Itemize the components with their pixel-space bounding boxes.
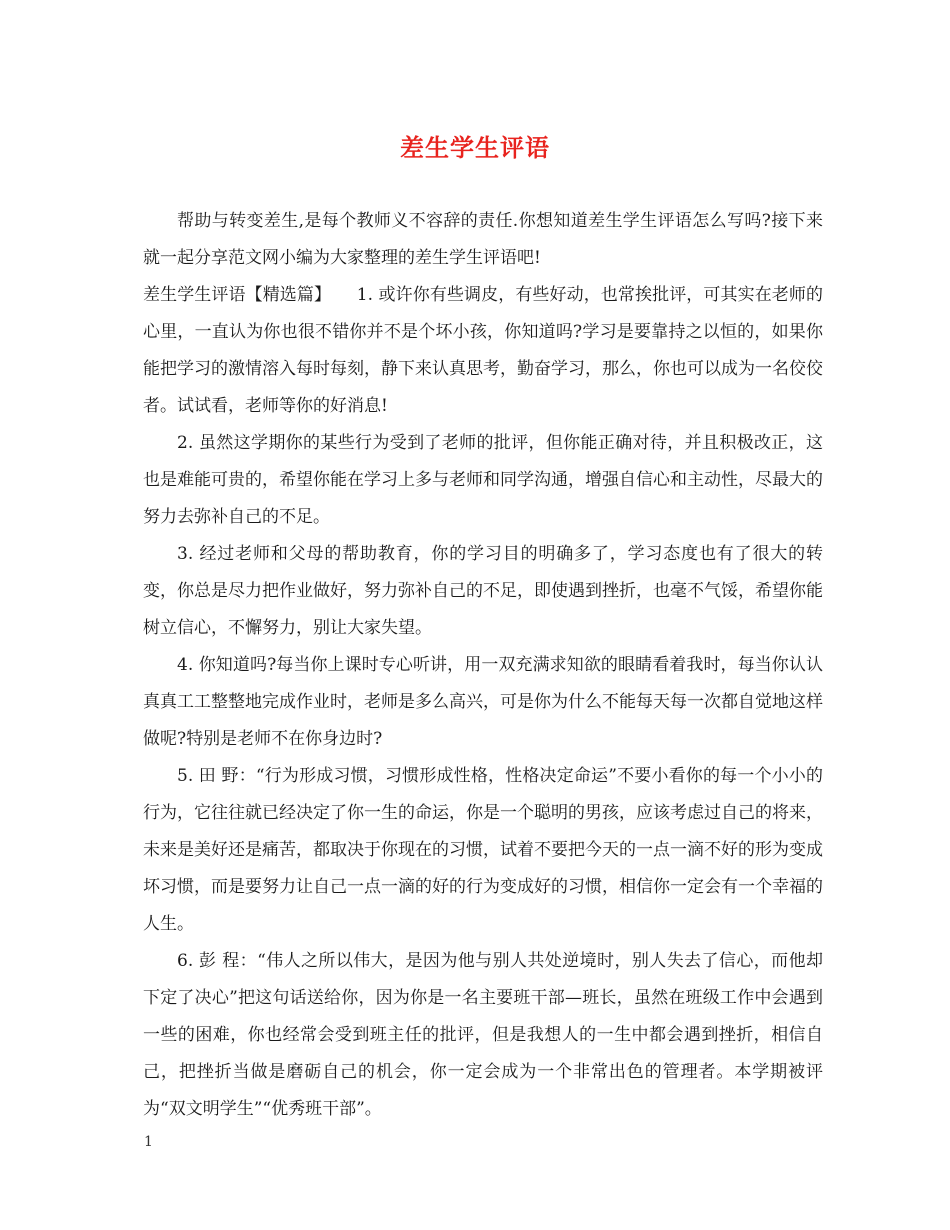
item-5-paragraph: 5. 田 野：“行为形成习惯，习惯形成性格，性格决定命运”不要小看你的每一个小小的行为，它往往就已经决定了你一生的命运，你是一个聪明的男孩，应该考虑过自己的将来，未来是美好还是痛苦，都取决于你现在的习惯，试着不要把今天的一点一滴不好的形为变成坏习惯，而是要努力让自己一点一滴的好的行为变成好的习惯，相信你一定会有一个幸福的人生。: [143, 766, 823, 934]
item-6-paragraph: 6. 彭 程：“伟人之所以伟大，是因为他与别人共处逆境时，别人失去了信心，而他却下定了决心”把这句话送给你，因为你是一名主要班干部—班长，虽然在班级工作中会遇到一些的困难，你也经常会受到班主任的批评，但是我想人的一生中都会遇到挫折，相信自己，把挫折当做是磨砺自己的机会，你一定会成为一个非常出色的管理者。本学期被评为“双文明学生”“优秀班干部”。: [143, 951, 823, 1119]
item-3-paragraph: 3. 经过老师和父母的帮助教育，你的学习目的明确多了，学习态度也有了很大的转变，你总是尽力把作业做好，努力弥补自己的不足，即使遇到挫折，也毫不气馁，希望你能树立信心，不懈努力，别让大家失望。: [143, 544, 823, 638]
item-4-paragraph: 4. 你知道吗?每当你上课时专心听讲，用一双充满求知欲的眼睛看着我时，每当你认认真真工工整整地完成作业时，老师是多么高兴，可是你为什么不能每天每一次都自觉地这样做呢?特别是老师不在你身边时?: [143, 655, 823, 749]
item-1-paragraph: [143, 277, 823, 425]
section-label: 差生学生评语【精选篇】: [143, 285, 323, 305]
item-1-text: 1. 或许你有些调皮，有些好动，也常挨批评，可其实在老师的心里，一直认为你也很不错你并不是个坏小孩，你知道吗?学习是要靠持之以恒的，如果你能把学习的激情溶入每时每刻，静下来认真思考，勤奋学习，那么，你也可以成为一名佼佼者。试试看，老师等你的好消息!: [143, 285, 824, 416]
item-2-paragraph: 2. 虽然这学期你的某些行为受到了老师的批评，但你能正确对待，并且积极改正，这也是难能可贵的，希望你能在学习上多与老师和同学沟通，增强自信心和主动性，尽最大的努力去弥补自己的不足。: [143, 433, 823, 527]
intro-paragraph: 帮助与转变差生,是每个教师义不容辞的责任.你想知道差生学生评语怎么写吗?接下来就一起分享范文网小编为大家整理的差生学生评语吧!: [143, 211, 823, 268]
document-body: [143, 203, 823, 1128]
page-number: 1: [144, 1134, 153, 1150]
document-title: 差生学生评语: [400, 133, 550, 162]
section-gap: [323, 285, 357, 305]
